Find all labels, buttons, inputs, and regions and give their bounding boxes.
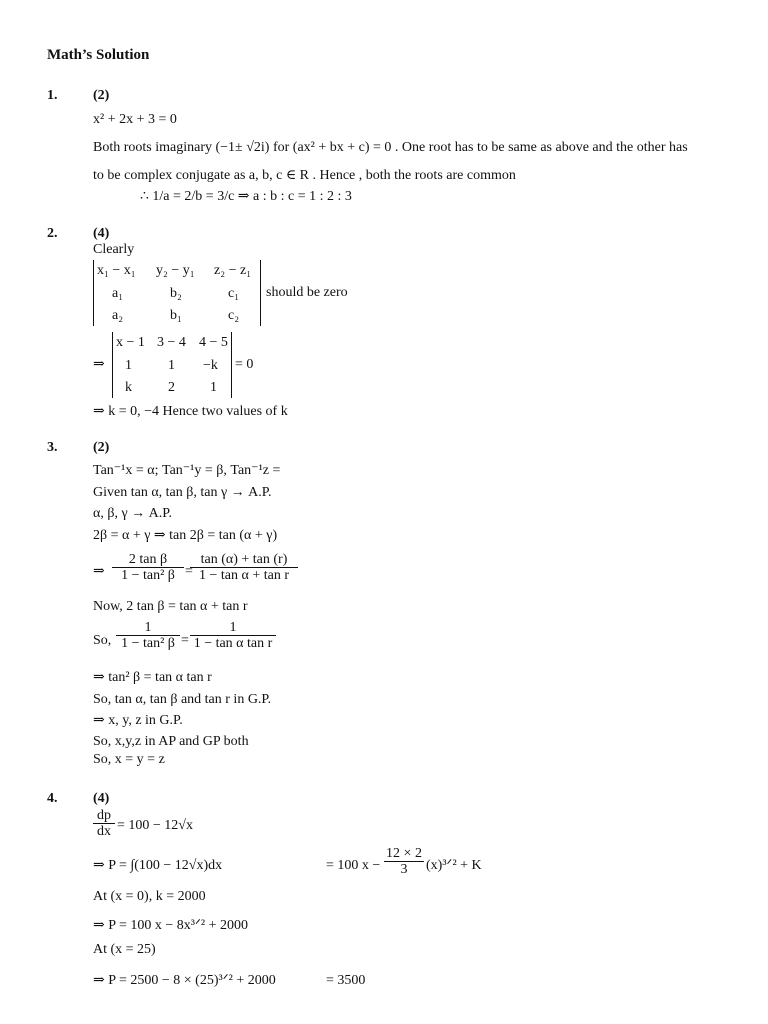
q3-fraction-1-denominator: 1 − tan² β <box>121 568 175 584</box>
q4-line-6-result: = 3500 <box>326 973 366 988</box>
q4-fraction <box>384 846 424 878</box>
q4-fraction-numerator: 12 × 2 <box>384 846 424 862</box>
det1-cell: z₂ − z₁ <box>214 263 252 278</box>
det1-cell: b₁ <box>170 308 182 323</box>
det2-cell: 1 <box>210 380 217 395</box>
q3-fraction-3 <box>116 620 180 652</box>
question-4-number: 4. <box>47 791 58 806</box>
q4-line-6: ⇒ P = 2500 − 8 × (25)³ᐟ² + 2000 <box>93 973 276 988</box>
q3-fraction-4-numerator: 1 <box>190 620 276 636</box>
q1-line-4: ∴ 1/a = 2/b = 3/c ⇒ a : b : c = 1 : 2 : 3 <box>140 189 352 204</box>
q1-line-2: Both roots imaginary (−1± √2i) for (ax² + bx + c) = 0 . One root has to be same as above and the other has <box>93 140 688 155</box>
question-2-answer: (4) <box>93 226 110 241</box>
q1-line-1: x² + 2x + 3 = 0 <box>93 112 177 127</box>
det2-cell: 1 <box>168 358 175 373</box>
q3-line-2: Given tan α, tan β, tan γ → A.P. <box>93 485 272 500</box>
q1-line-3: to be complex conjugate as a, b, c ∈ R . Hence , both the roots are common <box>93 168 516 183</box>
q4-derivative-rhs: = 100 − 12√x <box>117 818 193 833</box>
q4-line-2b-prefix: = 100 x − <box>326 858 381 873</box>
question-1-number: 1. <box>47 88 58 103</box>
question-2-number: 2. <box>47 226 58 241</box>
q3-fraction-3-numerator: 1 <box>116 620 180 636</box>
q4-line-4: ⇒ P = 100 x − 8x³ᐟ² + 2000 <box>93 918 249 933</box>
q3-line-5: Now, 2 tan β = tan α + tan r <box>93 599 248 614</box>
det1-cell: c₂ <box>228 308 240 323</box>
q4-line-2: ⇒ P = ∫(100 − 12√x)dx <box>93 858 223 873</box>
q3-fraction-1-numerator: 2 tan β <box>112 552 184 568</box>
q3-fraction-1 <box>112 552 184 584</box>
q3-line-4: 2β = α + γ ⇒ tan 2β = tan (α + γ) <box>93 528 278 543</box>
q3-line-9: So, x,y,z in AP and GP both <box>93 734 249 749</box>
q2-conclusion: ⇒ k = 0, −4 Hence two values of k <box>93 404 288 419</box>
question-1-answer: (2) <box>93 88 110 103</box>
q2-equals-zero: = 0 <box>235 357 254 372</box>
q3-fraction-2-numerator: tan (α) + tan (r) <box>190 552 298 568</box>
q4-derivative-numerator: dp <box>93 808 115 824</box>
page-title: Math’s Solution <box>47 47 150 63</box>
det2-cell: 2 <box>168 380 175 395</box>
q4-derivative-denominator: dx <box>97 824 111 840</box>
q4-fraction-denominator: 3 <box>400 862 408 878</box>
q3-so: So, <box>93 633 112 648</box>
q3-line-8: ⇒ x, y, z in G.P. <box>93 713 183 728</box>
q3-fraction-4-denominator: 1 − tan α tan r <box>193 636 273 652</box>
q4-line-3: At (x = 0), k = 2000 <box>93 889 206 904</box>
q4-line-2b-suffix: (x)³ᐟ² + K <box>426 858 482 873</box>
q4-derivative <box>93 808 115 840</box>
det2-cell: 3 − 4 <box>157 335 186 350</box>
q3-fraction-2-denominator: 1 − tan α + tan r <box>199 568 289 584</box>
det2-cell: 4 − 5 <box>199 335 228 350</box>
det2-cell: x − 1 <box>116 335 145 350</box>
determinant-1 <box>93 260 261 326</box>
q3-fraction-2 <box>190 552 298 584</box>
q3-fraction-4 <box>190 620 276 652</box>
det1-cell: y₂ − y₁ <box>156 263 195 278</box>
q3-line-7: So, tan α, tan β and tan r in G.P. <box>93 692 272 707</box>
q3-line-10: So, x = y = z <box>93 752 165 767</box>
question-3-answer: (2) <box>93 440 110 455</box>
q3-implies: ⇒ <box>93 564 105 579</box>
q2-line-1: Clearly <box>93 242 135 257</box>
det2-cell: −k <box>203 358 218 373</box>
det1-cell: b₂ <box>170 286 182 301</box>
det2-cell: k <box>125 380 132 395</box>
q3-line-1: Tan⁻¹x = α; Tan⁻¹y = β, Tan⁻¹z = <box>93 463 281 478</box>
det2-cell: 1 <box>125 358 132 373</box>
det1-cell: c₁ <box>228 286 240 301</box>
q3-equals: = <box>185 564 193 579</box>
determinant-2 <box>112 332 232 398</box>
q2-determinant-note: should be zero <box>266 285 348 300</box>
det1-cell: a₁ <box>112 286 124 301</box>
question-3-number: 3. <box>47 440 58 455</box>
det1-cell: a₂ <box>112 308 124 323</box>
det1-cell: x₁ − x₁ <box>97 263 136 278</box>
implies-symbol: ⇒ <box>93 357 105 372</box>
q3-equals-2: = <box>181 633 189 648</box>
q3-fraction-3-denominator: 1 − tan² β <box>121 636 175 652</box>
q4-line-5: At (x = 25) <box>93 942 156 957</box>
q3-line-3: α, β, γ → A.P. <box>93 506 172 521</box>
q3-line-6: ⇒ tan² β = tan α tan r <box>93 670 212 685</box>
question-4-answer: (4) <box>93 791 110 806</box>
